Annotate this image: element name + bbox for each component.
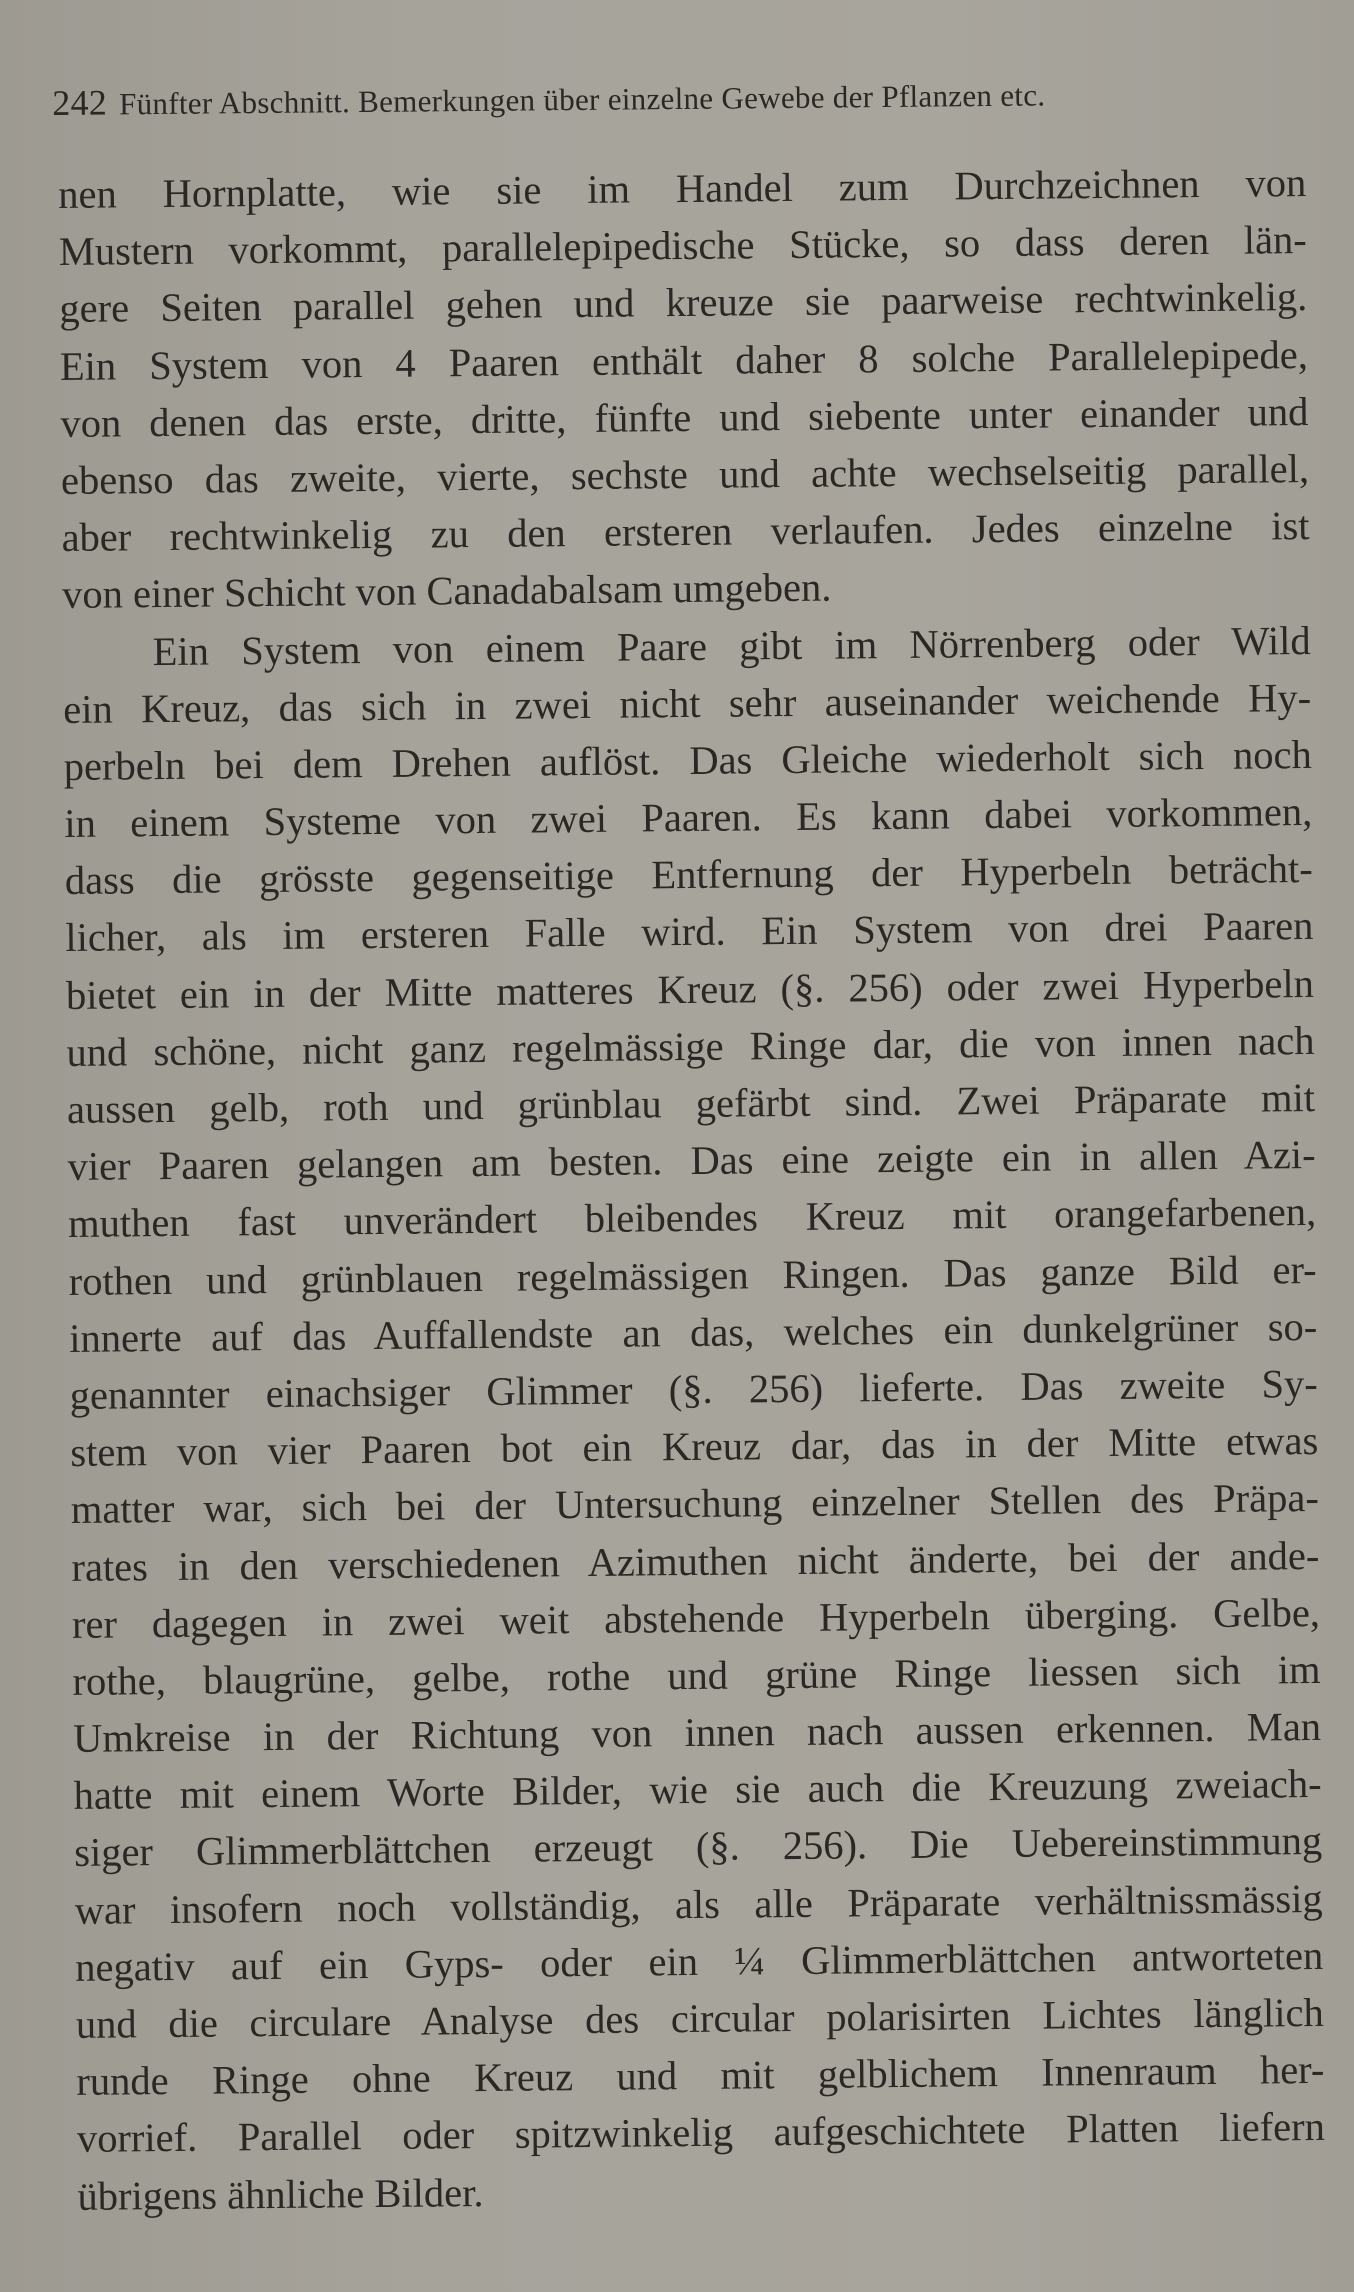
text-line: rer dagegen in zwei weit abstehende Hyperbeln überging. Gelbe, xyxy=(71,1589,1321,1647)
text-line: siger Glimmerblättchen erzeugt (§. 256). Die Uebereinstimmung xyxy=(73,1818,1323,1876)
paragraph-start-line: Ein System von einem Paare gibt im Nörrenberg oder Wild xyxy=(152,617,1311,674)
text-line: vorrief. Parallel oder spitzwinkelig aufgeschichtete Platten liefern xyxy=(76,2104,1326,2162)
text-line: in einem Systeme von zwei Paaren. Es kann dabei vorkommen, xyxy=(64,789,1313,847)
text-line: Ein System von 4 Paaren enthält daher 8 solche Parallelepipede, xyxy=(59,331,1309,389)
text-line: aber rechtwinkelig zu den ersteren verlaufen. Jedes einzelne ist xyxy=(61,503,1310,561)
text-line: negativ auf ein Gyps- oder ein ¼ Glimmerblättchen antworteten xyxy=(75,1932,1324,1990)
text-line: hatte mit einem Worte Bilder, wie sie auch die Kreuzung zweiach- xyxy=(73,1761,1322,1819)
text-line: stem von vier Paaren bot ein Kreuz dar, das in der Mitte etwas xyxy=(70,1418,1319,1476)
text-line: übrigens ähnliche Bilder. xyxy=(77,2169,484,2219)
text-line: ein Kreuz, das sich in zwei nicht sehr auseinander weichende Hy- xyxy=(62,674,1312,732)
text-line: und schöne, nicht ganz regelmässige Ringe dar, die von innen nach xyxy=(66,1017,1315,1075)
text-line: ebenso das zweite, vierte, sechste und achte wechselseitig parallel, xyxy=(60,445,1310,503)
text-line: innerte auf das Auffallendste an das, welches ein dunkelgrüner so- xyxy=(69,1303,1318,1361)
page-number: 242 xyxy=(52,82,108,123)
text-line: von denen das erste, dritte, fünfte und siebente unter einander und xyxy=(60,388,1309,446)
text-line: runde Ringe ohne Kreuz und mit gelblichem Innenraum her- xyxy=(76,2047,1325,2105)
text-line: Umkreise in der Richtung von innen nach aussen erkennen. Man xyxy=(72,1704,1322,1761)
running-header xyxy=(52,70,1302,124)
text-line: von einer Schicht von Canadabalsam umgeben. xyxy=(61,564,832,618)
text-line: matter war, sich bei der Untersuchung einzelner Stellen des Präpa- xyxy=(70,1475,1320,1533)
text-line: genannter einachsiger Glimmer (§. 256) lieferte. Das zweite Sy- xyxy=(69,1360,1318,1418)
text-line: rates in den verschiedenen Azimuthen nicht änderte, bei der ande- xyxy=(71,1532,1320,1590)
text-line: dass die grösste gegenseitige Entfernung der Hyperbeln beträcht- xyxy=(64,846,1314,904)
running-title: Fünfter Abschnitt. Bemerkungen über einzelne Gewebe der Pflanzen etc. xyxy=(118,77,1046,122)
text-line: bietet ein in der Mitte matteres Kreuz (§. 256) oder zwei Hyperbeln xyxy=(65,960,1315,1018)
text-line: rothe, blaugrüne, gelbe, rothe und grüne Ringe liessen sich im xyxy=(72,1646,1321,1704)
text-line: rothen und grünblauen regelmässigen Ringen. Das ganze Bild er- xyxy=(68,1246,1317,1304)
text-line: perbeln bei dem Drehen auflöst. Das Gleiche wiederholt sich noch xyxy=(63,731,1312,789)
body-text xyxy=(58,154,1326,2225)
text-line: licher, als im ersteren Falle wird. Ein System von drei Paaren xyxy=(65,903,1314,961)
text-line: vier Paaren gelangen am besten. Das eine zeigte ein in allen Azi- xyxy=(67,1132,1316,1190)
text-line: gere Seiten parallel gehen und kreuze sie paarweise rechtwinkelig. xyxy=(59,274,1308,332)
text-line: Mustern vorkommt, parallelepipedische Stücke, so dass deren län- xyxy=(58,217,1307,275)
text-line: nen Hornplatte, wie sie im Handel zum Durchzeichnen von xyxy=(58,160,1307,217)
text-line: aussen gelb, roth und grünblau gefärbt sind. Zwei Präparate mit xyxy=(66,1074,1316,1132)
text-line: muthen fast unverändert bleibendes Kreuz mit orangefarbenen, xyxy=(67,1189,1317,1247)
text-line: war insofern noch vollständig, als alle Präparate verhältnissmässig xyxy=(74,1875,1323,1933)
text-line: und die circulare Analyse des circular polarisirten Lichtes länglich xyxy=(75,1989,1324,2047)
